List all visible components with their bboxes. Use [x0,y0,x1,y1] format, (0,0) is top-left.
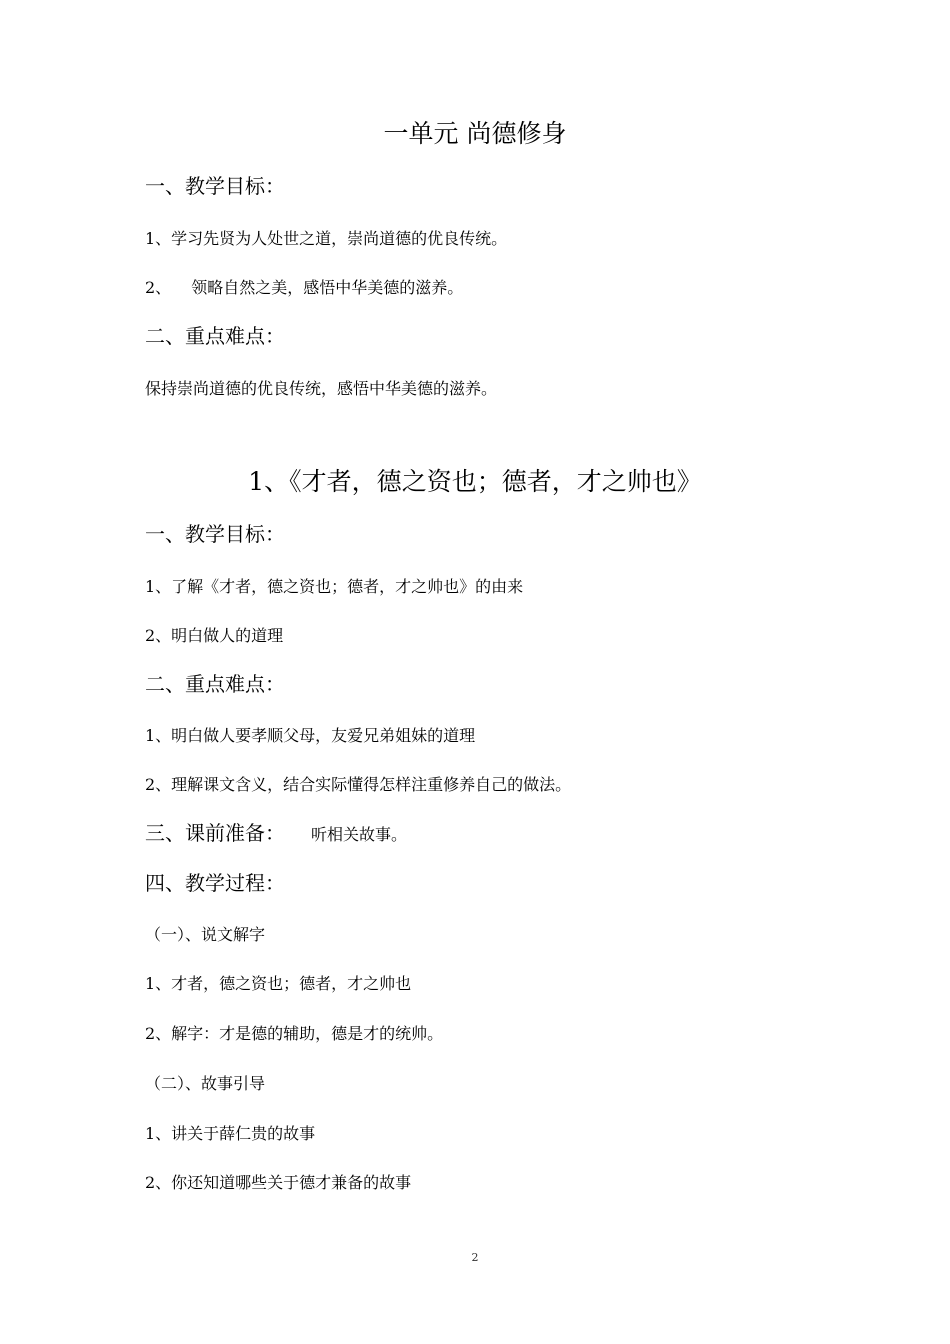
unit-title: 一单元 尚德修身 [383,119,567,148]
lesson-part1-item: 1、才者，德之资也；德者，才之帅也 [145,974,412,993]
lesson-part1-item: 2、解字：才是德的辅助，德是才的统帅。 [145,1024,444,1043]
unit-goal-text: 领略自然之美，感悟中华美德的滋养。 [191,278,464,297]
lesson-goal-item: 1、了解《才者，德之资也；德者，才之帅也》的由来 [145,577,524,596]
unit-goal-number: 2、 [145,278,172,297]
unit-goal-item: 1、学习先贤为人处世之道，崇尚道德的优良传统。 [145,229,508,248]
lesson-difficulty-item: 1、明白做人要孝顺父母，友爱兄弟姐妹的道理 [145,726,476,745]
unit-difficulty-heading: 二、重点难点： [145,324,285,348]
lesson-part1-heading: （一）、说文解字 [145,925,266,944]
unit-goals-heading: 一、教学目标： [145,174,285,198]
lesson-process-heading: 四、教学过程： [145,871,285,895]
lesson-difficulty-item: 2、理解课文含义，结合实际懂得怎样注重修养自己的做法。 [145,775,572,794]
lesson-difficulty-heading: 二、重点难点： [145,672,285,696]
lesson-prep-heading: 三、课前准备： [145,821,285,845]
unit-goal-item [145,280,463,296]
page-number: 2 [471,1251,479,1264]
lesson-title: 1、《才者，德之资也；德者，才之帅也》 [248,467,702,496]
lesson-goal-item: 2、明白做人的道理 [145,626,284,645]
lesson-part2-item: 2、你还知道哪些关于德才兼备的故事 [145,1173,412,1192]
lesson-part2-heading: （二）、故事引导 [145,1074,266,1093]
lesson-prep-text: 听相关故事。 [311,825,408,844]
lesson-goals-heading: 一、教学目标： [145,522,285,546]
unit-difficulty-text: 保持崇尚道德的优良传统，感悟中华美德的滋养。 [145,379,498,398]
lesson-part2-item: 1、讲关于薛仁贵的故事 [145,1124,316,1143]
lesson-prep-row [145,823,407,843]
